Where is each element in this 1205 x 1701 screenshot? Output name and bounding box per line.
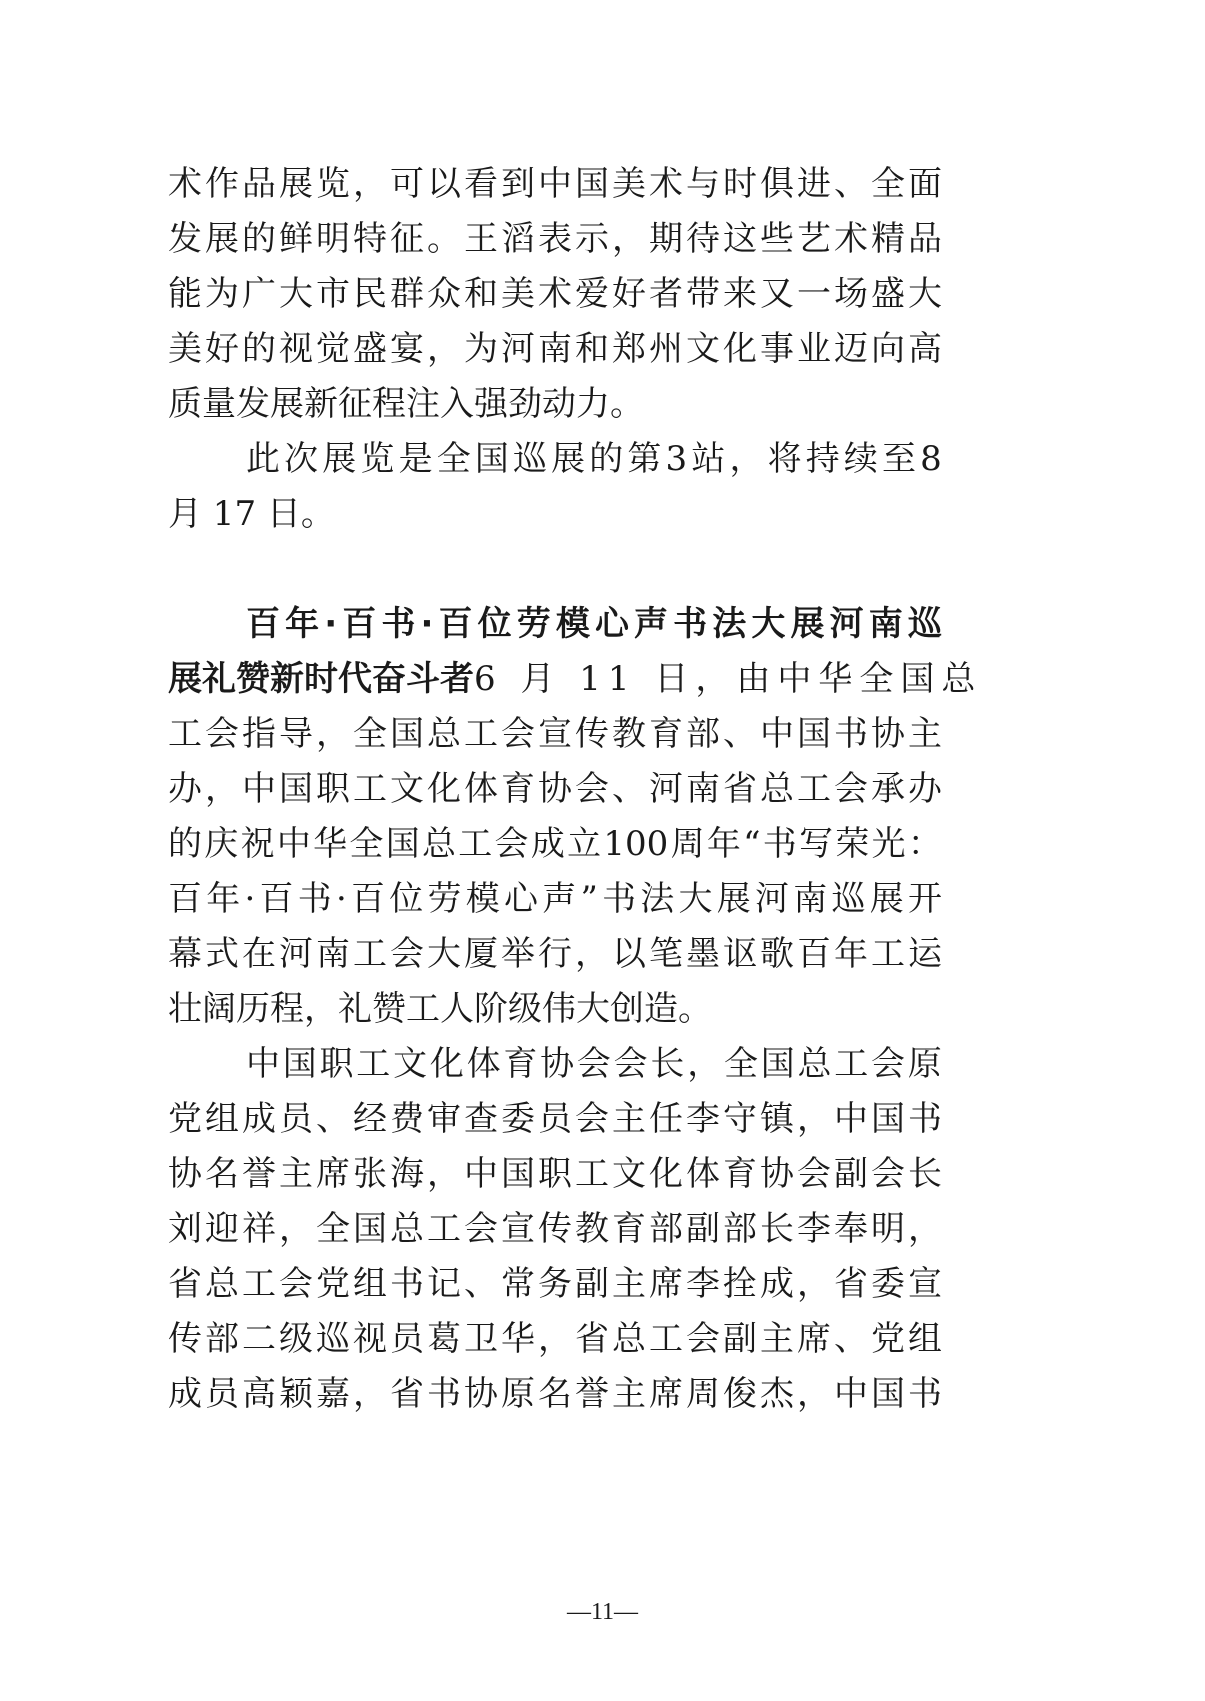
text-line: 质量发展新征程注入强劲动力。 (168, 384, 644, 424)
text-line: 幕 式 在 河 南 工 会 大 厦 举 行 ， 以 笔 墨 讴 歌 百 年 工 运 (168, 934, 942, 974)
section-heading-continued: 展礼赞新时代奋斗者 (168, 659, 474, 699)
text-line: 传 部 二 级 巡 视 员 葛 卫 华 ， 省 总 工 会 副 主 席 、 党 组 (168, 1319, 942, 1359)
text-line (168, 652, 983, 707)
section-heading: 百 年 · 百 书 · 百 位 劳 模 心 声 书 法 大 展 河 南 巡 (246, 604, 942, 644)
text-line: 术 作 品 展 览 ， 可 以 看 到 中 国 美 术 与 时 俱 进 、 全 面 (168, 164, 942, 204)
text-line: 省 总 工 会 党 组 书 记 、 常 务 副 主 席 李 拴 成 ， 省 委 宣 (168, 1264, 942, 1304)
text-line: 的 庆 祝 中 华 全 国 总 工 会 成 立 100 周 年 “ 书 写 荣 光 ： (168, 824, 942, 864)
text-line: 此 次 展 览 是 全 国 巡 展 的 第 3 站 ， 将 持 续 至 8 (246, 439, 942, 479)
text-line: 工 会 指 导 ， 全 国 总 工 会 宣 传 教 育 部 、 中 国 书 协 主 (168, 714, 942, 754)
text-line: 壮阔历程，礼赞工人阶级伟大创造。 (168, 989, 712, 1029)
text-line: 中 国 职 工 文 化 体 育 协 会 会 长 ， 全 国 总 工 会 原 (246, 1044, 942, 1084)
text-line: 能 为 广 大 市 民 群 众 和 美 术 爱 好 者 带 来 又 一 场 盛 大 (168, 274, 942, 314)
page-number: —11— (566, 1599, 639, 1625)
text-line: 办 ， 中 国 职 工 文 化 体 育 协 会 、 河 南 省 总 工 会 承 办 (168, 769, 942, 809)
text-line: 协 名 誉 主 席 张 海 ， 中 国 职 工 文 化 体 育 协 会 副 会 长 (168, 1154, 942, 1194)
text-line: 百 年 · 百 书 · 百 位 劳 模 心 声 ” 书 法 大 展 河 南 巡 展 开 (168, 879, 942, 919)
text-line: 刘 迎 祥 ， 全 国 总 工 会 宣 传 教 育 部 副 部 长 李 奉 明 ， (168, 1209, 942, 1249)
text-line: 发 展 的 鲜 明 特 征 。 王 滔 表 示 ， 期 待 这 些 艺 术 精 品 (168, 219, 942, 259)
text-line: 成 员 高 颖 嘉 ， 省 书 协 原 名 誉 主 席 周 俊 杰 ， 中 国 书 (168, 1374, 942, 1414)
text-segment: 6 月 11 日，由中华全国总 (474, 659, 983, 699)
text-line: 美 好 的 视 觉 盛 宴 ， 为 河 南 和 郑 州 文 化 事 业 迈 向 高 (168, 329, 942, 369)
text-line: 党 组 成 员 、 经 费 审 查 委 员 会 主 任 李 守 镇 ， 中 国 书 (168, 1099, 942, 1139)
text-line: 月 17 日。 (168, 494, 335, 534)
